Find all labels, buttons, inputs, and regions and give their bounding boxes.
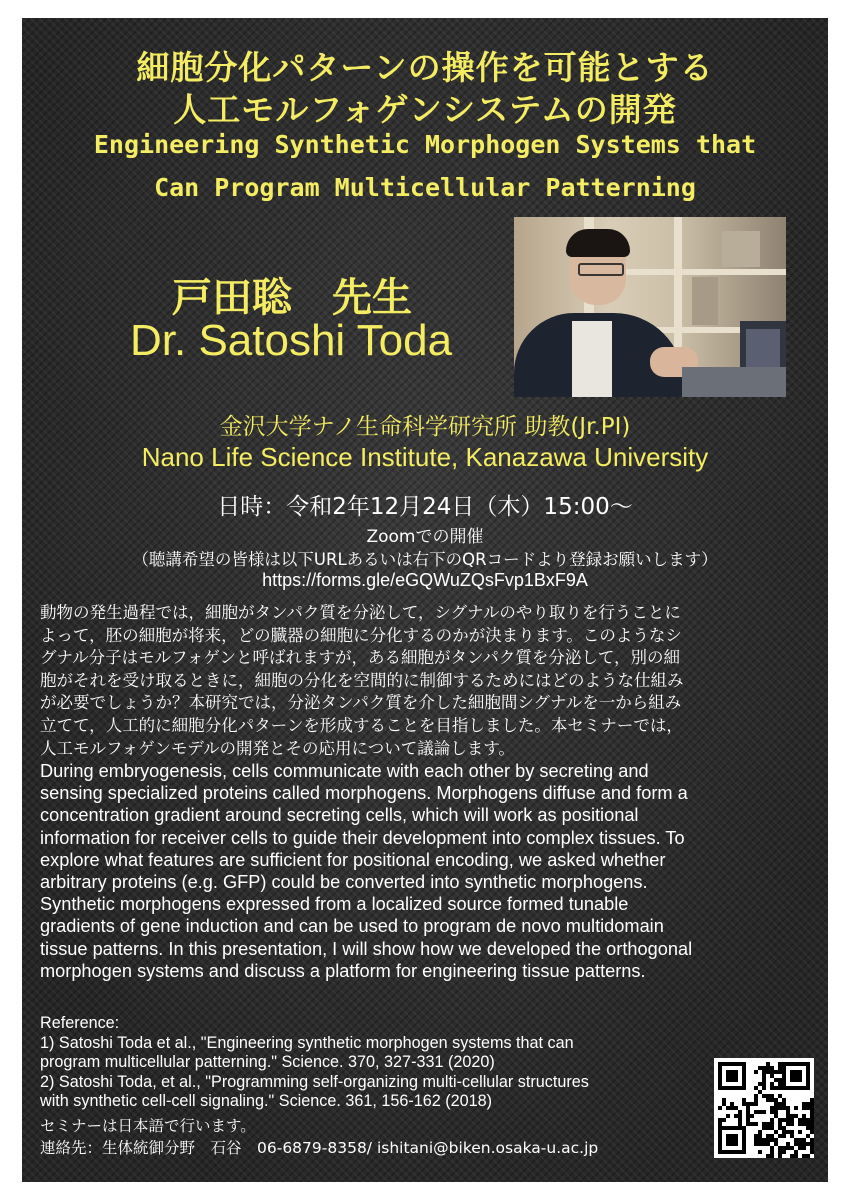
qr-module xyxy=(782,1126,786,1130)
qr-module xyxy=(810,1106,814,1110)
abstract-jp-line: が必要でしょうか？本研究では，分泌タンパク質を介した細胞間シグナルを一から組み xyxy=(40,693,682,713)
qr-module xyxy=(746,1118,750,1122)
abstract-jp-line: グナル分子はモルフォゲンと呼ばれますが，ある細胞がタンパク質を分泌して，別の細 xyxy=(40,648,681,668)
title-jp-line-2: 人工モルフォゲンシステムの開発 xyxy=(173,90,677,129)
qr-module xyxy=(758,1150,762,1154)
qr-module xyxy=(770,1118,774,1122)
qr-module xyxy=(742,1098,746,1102)
qr-module xyxy=(770,1138,774,1142)
qr-module xyxy=(762,1078,766,1082)
qr-module xyxy=(790,1154,794,1158)
qr-module xyxy=(806,1126,810,1130)
qr-module xyxy=(778,1066,782,1070)
registration-qr-code[interactable] xyxy=(714,1058,814,1158)
abstract-en-line: morphogen systems and discuss a platform for engineering tissue patterns. xyxy=(40,960,646,981)
qr-module xyxy=(722,1098,726,1102)
abstract-en-line: concentration gradient around secreting cells, which will work as positional xyxy=(40,805,639,826)
qr-module xyxy=(810,1126,814,1130)
language-note: セミナーは日本語で行います。 xyxy=(40,1117,256,1135)
references xyxy=(40,1014,820,1112)
qr-module xyxy=(778,1062,782,1066)
qr-module xyxy=(758,1134,762,1138)
qr-module xyxy=(782,1130,786,1134)
qr-module xyxy=(770,1094,774,1098)
qr-module xyxy=(802,1102,806,1106)
speaker-name-jp: 戸田聡 先生 xyxy=(172,275,412,321)
qr-module xyxy=(798,1130,802,1134)
qr-module xyxy=(806,1106,810,1110)
qr-module xyxy=(778,1126,782,1130)
qr-module xyxy=(762,1066,766,1070)
qr-module xyxy=(774,1078,778,1082)
registration-url[interactable]: https://forms.gle/eGQWuZQsFvp1BxF9A xyxy=(262,570,588,590)
qr-module xyxy=(770,1098,774,1102)
qr-module xyxy=(810,1138,814,1142)
qr-module xyxy=(754,1094,758,1098)
qr-module xyxy=(746,1122,750,1126)
abstract-en-line: tissue patterns. In this presentation, I will show how we developed the orthogonal xyxy=(40,938,693,959)
reference-line: 1) Satoshi Toda et al., "Engineering synthetic morphogen systems that can xyxy=(40,1033,574,1052)
qr-module xyxy=(806,1134,810,1138)
qr-module xyxy=(802,1154,806,1158)
title-jp-line-1: 細胞分化パターンの操作を可能とする xyxy=(136,48,714,87)
qr-module xyxy=(794,1106,798,1110)
qr-module xyxy=(806,1142,810,1146)
qr-module xyxy=(766,1154,770,1158)
qr-module xyxy=(774,1142,778,1146)
qr-module xyxy=(810,1122,814,1126)
title-en-line-2: Can Program Multicellular Patterning xyxy=(154,173,696,202)
qr-module xyxy=(766,1070,770,1074)
qr-module xyxy=(766,1122,770,1126)
affiliation-en: Nano Life Science Institute, Kanazawa University xyxy=(141,442,709,472)
abstract-jp xyxy=(40,602,820,760)
event-venue: Zoomでの開催 xyxy=(366,527,484,547)
qr-module xyxy=(806,1118,810,1122)
qr-module xyxy=(758,1082,762,1086)
reference-line: with synthetic cell-cell signaling." Science. 361, 156-162 (2018) xyxy=(40,1092,493,1111)
qr-module xyxy=(762,1142,766,1146)
qr-module xyxy=(806,1154,810,1158)
qr-module xyxy=(754,1110,758,1114)
qr-module xyxy=(810,1114,814,1118)
qr-module xyxy=(806,1102,810,1106)
qr-module xyxy=(746,1106,750,1110)
qr-module xyxy=(786,1118,790,1122)
qr-module xyxy=(778,1122,782,1126)
qr-module xyxy=(794,1138,798,1142)
qr-module xyxy=(770,1110,774,1114)
reference-line: program multicellular patterning." Science. 370, 327-331 (2020) xyxy=(40,1053,495,1072)
qr-module xyxy=(770,1106,774,1110)
qr-module xyxy=(778,1070,782,1074)
references-heading: Reference: xyxy=(40,1014,120,1032)
qr-module xyxy=(726,1114,730,1118)
qr-module xyxy=(730,1102,734,1106)
qr-module xyxy=(774,1070,778,1074)
qr-module xyxy=(782,1098,786,1102)
qr-module xyxy=(790,1146,794,1150)
title-en-line-1: Engineering Synthetic Morphogen Systems that xyxy=(93,130,757,159)
qr-module xyxy=(774,1130,778,1134)
qr-module xyxy=(778,1150,782,1154)
qr-module xyxy=(770,1146,774,1150)
qr-module xyxy=(810,1102,814,1106)
qr-module xyxy=(758,1110,762,1114)
qr-module xyxy=(770,1074,774,1078)
qr-module xyxy=(758,1130,762,1134)
qr-code-graphic xyxy=(714,1058,814,1158)
qr-module xyxy=(754,1138,758,1142)
qr-module xyxy=(810,1146,814,1150)
reference-line: 2) Satoshi Toda, et al., "Programming self-organizing multi-cellular structures xyxy=(40,1072,589,1091)
abstract-en-line: During embryogenesis, cells communicate with each other by secreting and xyxy=(40,761,649,781)
qr-module xyxy=(766,1126,770,1130)
qr-module xyxy=(766,1062,770,1066)
qr-module xyxy=(810,1118,814,1122)
qr-module xyxy=(758,1138,762,1142)
qr-module xyxy=(802,1118,806,1122)
abstract-jp-line: 動物の発生過程では，細胞がタンパク質を分泌して，シグナルのやり取りを行うことに xyxy=(40,603,681,622)
qr-module xyxy=(782,1118,786,1122)
qr-module xyxy=(754,1134,758,1138)
qr-module xyxy=(810,1150,814,1154)
qr-module xyxy=(790,1122,794,1126)
qr-module xyxy=(782,1106,786,1110)
qr-module xyxy=(758,1142,762,1146)
qr-module xyxy=(802,1138,806,1142)
qr-module xyxy=(742,1102,746,1106)
qr-module xyxy=(738,1114,742,1118)
seminar-poster xyxy=(22,18,828,1182)
qr-module xyxy=(786,1106,790,1110)
qr-module xyxy=(762,1070,766,1074)
qr-module xyxy=(770,1134,774,1138)
qr-module xyxy=(774,1138,778,1142)
qr-module xyxy=(758,1066,762,1070)
qr-module xyxy=(790,1118,794,1122)
qr-module xyxy=(782,1134,786,1138)
qr-module xyxy=(798,1118,802,1122)
registration-note: （聴講希望の皆様は以下URLあるいは右下のQRコードより登録お願いします） xyxy=(132,550,718,569)
qr-module xyxy=(790,1114,794,1118)
qr-module xyxy=(770,1086,774,1090)
abstract-jp-line: よって，胚の細胞が将来，どの臓器の細胞に分化するのかが決まります。このようなシ xyxy=(40,625,682,645)
qr-module xyxy=(750,1102,754,1106)
abstract-en-line: sensing specialized proteins called morphogens. Morphogens diffuse and form a xyxy=(40,783,688,804)
contact-info: 連絡先：生体統御分野 石谷 06-6879-8358/ ishitani@biken.osaka-u.ac.jp xyxy=(40,1139,599,1157)
qr-module xyxy=(766,1066,770,1070)
qr-module xyxy=(778,1118,782,1122)
qr-module xyxy=(786,1146,790,1150)
abstract-jp-line: 立てて，人工的に細胞分化パターンを形成することを目指しました。本セミナーでは， xyxy=(40,715,683,735)
qr-module xyxy=(718,1122,722,1126)
qr-module xyxy=(770,1126,774,1130)
qr-module xyxy=(774,1098,778,1102)
qr-module xyxy=(774,1106,778,1110)
qr-module xyxy=(766,1134,770,1138)
qr-module xyxy=(766,1138,770,1142)
qr-module xyxy=(778,1086,782,1090)
abstract-en-line: explore what features are sufficient for positional encoding, we asked whether xyxy=(40,849,666,870)
qr-module xyxy=(770,1082,774,1086)
qr-module xyxy=(782,1150,786,1154)
abstract-en-line: Synthetic morphogens expressed from a localized source formed tunable xyxy=(40,894,629,915)
qr-module xyxy=(778,1082,782,1086)
qr-module xyxy=(722,1102,726,1106)
qr-module xyxy=(802,1106,806,1110)
qr-module xyxy=(774,1114,778,1118)
qr-module xyxy=(770,1122,774,1126)
qr-module xyxy=(754,1142,758,1146)
qr-module xyxy=(786,1110,790,1114)
qr-module xyxy=(798,1142,802,1146)
qr-module xyxy=(746,1114,750,1118)
qr-module xyxy=(738,1110,742,1114)
qr-module xyxy=(794,1142,798,1146)
abstract-jp-line: 胞がそれを受け取るときに，細胞の分化を空間的に制御するためにはどのような仕組み xyxy=(40,670,684,690)
qr-module xyxy=(766,1094,770,1098)
qr-module xyxy=(806,1122,810,1126)
qr-module xyxy=(734,1106,738,1110)
qr-module xyxy=(774,1102,778,1106)
qr-module xyxy=(718,1118,722,1122)
qr-module xyxy=(790,1134,794,1138)
qr-module xyxy=(798,1122,802,1126)
qr-module xyxy=(770,1070,774,1074)
qr-module xyxy=(738,1122,742,1126)
qr-module xyxy=(746,1102,750,1106)
qr-module xyxy=(738,1118,742,1122)
qr-module xyxy=(778,1134,782,1138)
qr-module xyxy=(778,1102,782,1106)
qr-module xyxy=(774,1086,778,1090)
qr-module xyxy=(778,1154,782,1158)
qr-module xyxy=(794,1150,798,1154)
qr-module xyxy=(790,1130,794,1134)
qr-module xyxy=(778,1106,782,1110)
qr-module xyxy=(762,1122,766,1126)
qr-module xyxy=(762,1138,766,1142)
qr-module xyxy=(746,1110,750,1114)
qr-module xyxy=(730,1106,734,1110)
qr-module xyxy=(754,1122,758,1126)
qr-module xyxy=(770,1150,774,1154)
affiliation-jp: 金沢大学ナノ生命科学研究所 助教(Jr.PI) xyxy=(219,414,631,440)
qr-module xyxy=(754,1098,758,1102)
qr-module xyxy=(810,1098,814,1102)
qr-module xyxy=(810,1110,814,1114)
qr-module xyxy=(750,1122,754,1126)
qr-module xyxy=(770,1066,774,1070)
qr-module xyxy=(778,1094,782,1098)
speaker-photo xyxy=(514,217,786,397)
qr-module xyxy=(802,1142,806,1146)
qr-module xyxy=(762,1110,766,1114)
qr-module xyxy=(810,1142,814,1146)
qr-module xyxy=(754,1086,758,1090)
qr-module xyxy=(770,1154,774,1158)
qr-module xyxy=(778,1078,782,1082)
qr-module xyxy=(766,1142,770,1146)
qr-module xyxy=(762,1086,766,1090)
qr-module xyxy=(798,1146,802,1150)
abstract-en-line: information for receiver cells to guide their development into complex tissues. To xyxy=(40,827,685,848)
qr-module xyxy=(794,1154,798,1158)
qr-module xyxy=(718,1106,722,1110)
abstract-jp-line: 人工モルフォゲンモデルの開発とその応用について議論します。 xyxy=(40,738,515,758)
qr-module xyxy=(786,1114,790,1118)
qr-module xyxy=(778,1146,782,1150)
event-datetime: 日時：令和2年12月24日（木）15:00～ xyxy=(217,494,633,520)
abstract-en-line: arbitrary proteins (e.g. GFP) could be converted into synthetic morphogens. xyxy=(40,872,648,893)
qr-module xyxy=(726,1106,730,1110)
qr-module xyxy=(802,1146,806,1150)
qr-module xyxy=(786,1122,790,1126)
qr-module xyxy=(794,1114,798,1118)
qr-module xyxy=(766,1098,770,1102)
qr-module xyxy=(782,1146,786,1150)
qr-module xyxy=(750,1114,754,1118)
qr-module xyxy=(734,1114,738,1118)
qr-module xyxy=(810,1130,814,1134)
qr-module xyxy=(762,1074,766,1078)
abstract-en xyxy=(40,760,820,982)
qr-module xyxy=(722,1118,726,1122)
qr-module xyxy=(762,1094,766,1098)
qr-module xyxy=(786,1130,790,1134)
qr-module xyxy=(786,1142,790,1146)
qr-module xyxy=(762,1126,766,1130)
qr-module xyxy=(802,1122,806,1126)
qr-module xyxy=(798,1138,802,1142)
qr-module xyxy=(762,1082,766,1086)
qr-module xyxy=(774,1110,778,1114)
qr-module xyxy=(758,1090,762,1094)
qr-module xyxy=(754,1102,758,1106)
speaker-name-en: Dr. Satoshi Toda xyxy=(130,316,453,365)
qr-module xyxy=(782,1102,786,1106)
qr-module xyxy=(754,1070,758,1074)
abstract-en-line: gradients of gene induction and can be used to program de novo multidomain xyxy=(40,916,664,937)
qr-module xyxy=(802,1114,806,1118)
